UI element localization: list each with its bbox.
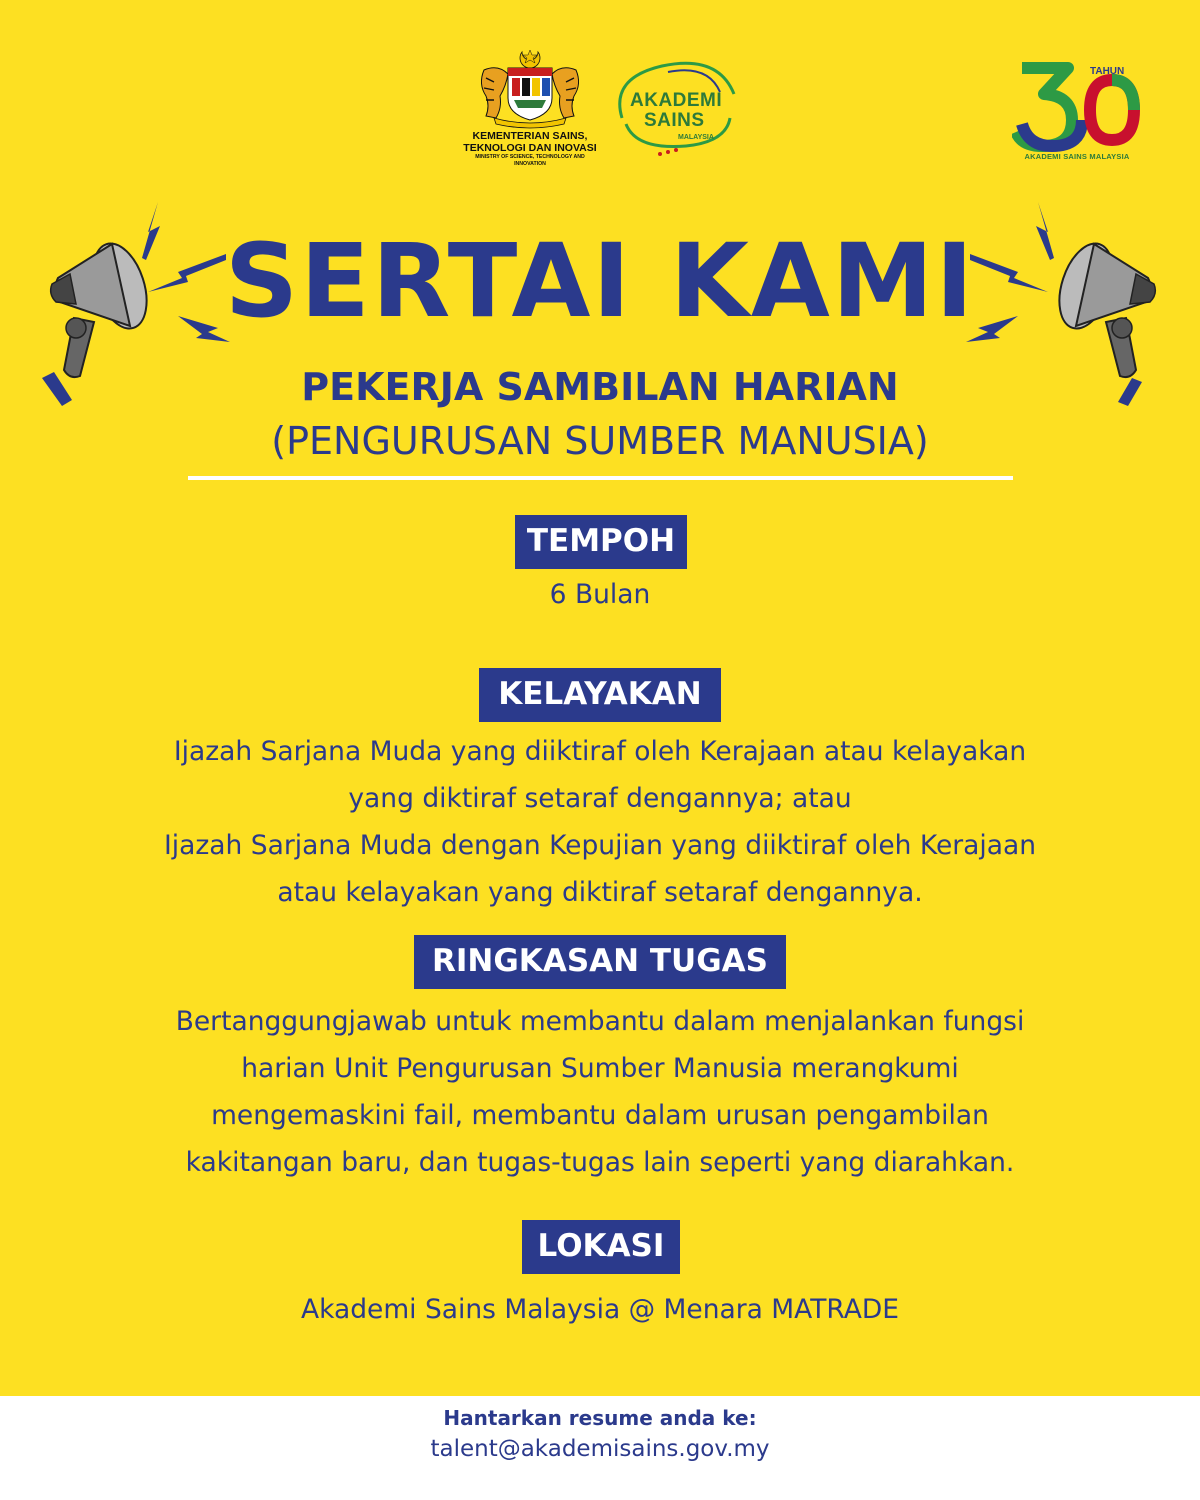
job-department: (PENGURUSAN SUMBER MANUSIA) <box>271 419 929 463</box>
page-title: SERTAI KAMI <box>224 222 976 341</box>
kelayakan-line: atau kelayakan yang diktiraf setaraf dengannya. <box>277 877 923 908</box>
lokasi-text: Akademi Sains Malaysia @ Menara MATRADE <box>300 1294 900 1325</box>
tugas-line: harian Unit Pengurusan Sumber Manusia merangkumi <box>241 1053 959 1084</box>
kelayakan-line: Ijazah Sarjana Muda yang diiktiraf oleh Kerajaan atau kelayakan <box>173 736 1027 767</box>
ministry-logo <box>462 48 598 168</box>
tugas-line: mengemaskini fail, membantu dalam urusan pengambilan <box>211 1100 989 1131</box>
tugas-line: Bertanggungjawab untuk membantu dalam menjalankan fungsi <box>175 1006 1025 1037</box>
ministry-name <box>462 130 598 168</box>
akademi-logo <box>608 58 738 162</box>
tugas-line: kakitangan baru, dan tugas-tugas lain seperti yang diarahkan. <box>185 1147 1015 1178</box>
tahun-label: TAHUN <box>1090 66 1125 77</box>
kelayakan-line: Ijazah Sarjana Muda dengan Kepujian yang diiktiraf oleh Kerajaan <box>163 830 1037 861</box>
anniversary-footer: AKADEMI SAINS MALAYSIA <box>1024 152 1130 161</box>
akademi-line2: SAINS <box>644 110 705 131</box>
akademi-line1: AKADEMI <box>630 90 723 111</box>
job-title: PEKERJA SAMBILAN HARIAN <box>301 365 899 409</box>
footer-label: Hantarkan resume anda ke: <box>443 1406 757 1430</box>
ministry-line1: KEMENTERIAN SAINS, <box>472 130 588 142</box>
ministry-line2: TEKNOLOGI DAN INOVASI <box>463 142 597 154</box>
coat-of-arms-icon <box>470 48 590 130</box>
kelayakan-line: yang diktiraf setaraf dengannya; atau <box>348 783 852 814</box>
tempoh-text: 6 Bulan <box>549 579 651 610</box>
kelayakan-text <box>0 728 1200 916</box>
tugas-label: RINGKASAN TUGAS <box>414 935 786 989</box>
tempoh-label: TEMPOH <box>515 515 687 569</box>
tugas-text <box>0 998 1200 1186</box>
anniversary-logo <box>1012 60 1142 170</box>
ministry-line3: MINISTRY OF SCIENCE, TECHNOLOGY AND INNOVATION <box>475 154 585 167</box>
akademi-line3: MALAYSIA <box>678 134 714 141</box>
title-divider <box>188 476 1013 480</box>
footer-email[interactable]: talent@akademisains.gov.my <box>430 1436 770 1462</box>
kelayakan-label: KELAYAKAN <box>479 668 721 722</box>
lokasi-label: LOKASI <box>522 1220 680 1274</box>
